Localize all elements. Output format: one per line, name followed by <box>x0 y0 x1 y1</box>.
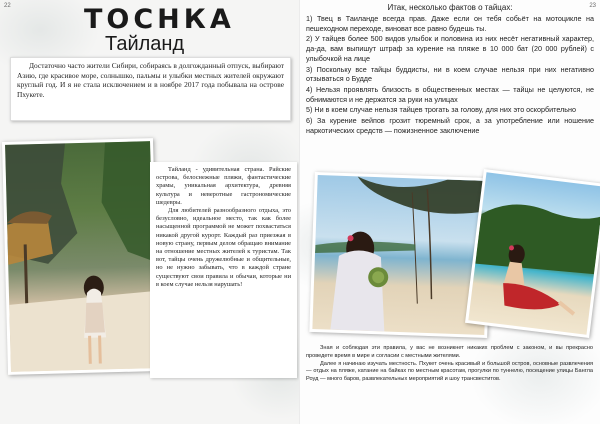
description-paragraph: Для любителей разнообразного отдыха, это безусловно, идеальное место, так как более насыщенной программой не может похвастаться никакой другой курорт. Каждый раз приезжая в новую страну, первым делом обращаю внимание на отношение местных жителей к туристам. Так вот, тайцы очень дружелюбные и общительные, но не нужно забывать, что в каждой стране существуют свои правила и обычаи, которые ни в коем случае нельзя нарушать! <box>156 207 291 288</box>
facts-list <box>306 14 594 136</box>
fact-item: 2) У тайцев более 500 видов улыбок и половина из них несёт негативный характер, да-да, вам выпишут штраф за курение на пляже в 10 000 бат (20 000 рублей) с улыбочкой на лице <box>306 34 594 63</box>
page-number-left: 22 <box>4 3 11 9</box>
photo-woman-red-skirt <box>465 169 600 338</box>
page-number-right: 23 <box>589 3 596 9</box>
photo-beach-lagoon <box>2 138 159 375</box>
magazine-title: ТОСНКА <box>84 4 235 35</box>
fact-item: 3) Поскольку все тайцы буддисты, ни в коем случае нельзя при них негативно отзываться о Будде <box>306 64 594 84</box>
magazine-subtitle: Тайланд <box>105 33 185 55</box>
fact-item: 5) Ни в коем случае нельзя тайцев трогать за голову, для них это оскорбительно <box>306 105 577 115</box>
fact-item: 1) Твец в Таиланде всегда прав. Даже если он тебя собьёт на мотоцикле на пешеходном переходе, виноват все равно будешь ты. <box>306 14 594 33</box>
intro-text: Достаточно часто жители Сибири, собираясь в долгожданный отпуск, выбирают Азию, где красивое море, солнышко, пальмы и улыбки местных жителей окружают круглый год. И я не стала исключением и в ноябре 2017 года побывала на острове Пхукете. <box>10 57 291 121</box>
closing-paragraph: Далее я начинаю изучать местность. Пхукет очень красивый и большой остров, основные развлечения — отдых на пляже, катание на байках по местным красотам, прогулки по туннелю, посещение улицы Бангла Роуд — много баров, развлекательных мероприятий и шоу трансвеститов. <box>306 360 593 383</box>
fact-item: 4) Нельзя проявлять близость в общественных местах — тайцы не целуются, не обнимаются и не держатся за руки на улицах <box>306 84 594 104</box>
description-box <box>150 162 297 378</box>
closing-text <box>306 345 593 384</box>
facts-heading: Итак, несколько фактов о тайцах: <box>387 3 513 12</box>
description-paragraph: Тайланд - удивительная страна. Райские острова, белоснежные пляжи, фантастические храмы, уникальная архитектура, древняя культура и неверотные гастрономические шедевры. <box>156 166 291 206</box>
fact-item: 6) За курение вейпов грозит тюремный срок, а за употребление или ношение наркотических средств — пожизненное заключение <box>306 116 594 135</box>
closing-paragraph: Зная и соблюдая эти правила, у вас не возникнет никаких проблем с законом, и вы прекрасно проведете время в мире и согласии с местными жителями. <box>306 345 593 359</box>
